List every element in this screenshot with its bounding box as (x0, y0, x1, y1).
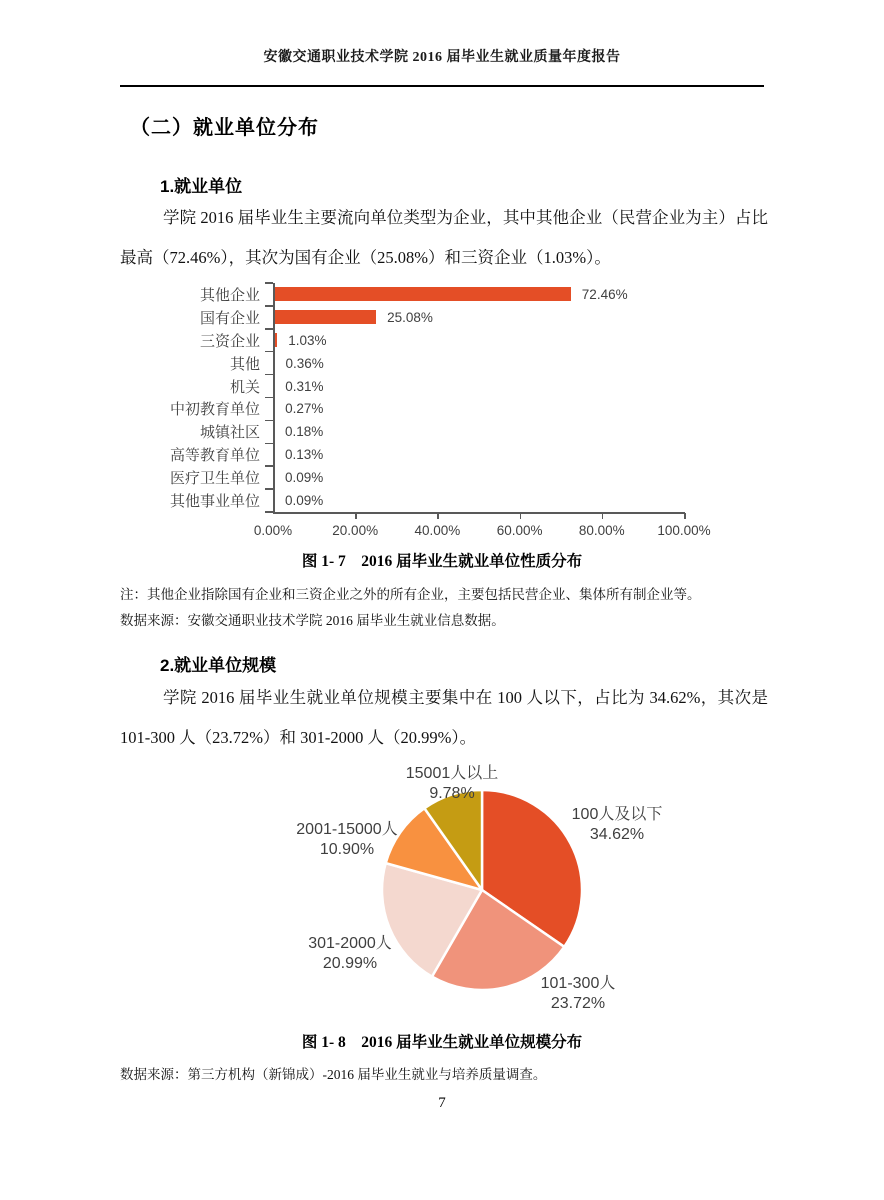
bar-category-label: 城镇社区 (199, 424, 260, 442)
y-axis-tick (265, 420, 273, 422)
bar-category-label: 医疗卫生单位 (169, 470, 260, 488)
bar-row (120, 489, 684, 512)
bar-row (120, 397, 684, 420)
x-axis-tick-label: 20.00% (332, 523, 379, 538)
bar-track (273, 424, 684, 439)
subsection-1-paragraph: 学院 2016 届毕业生主要流向单位类型为企业，其中其他企业（民营企业为主）占比最高（72.46%），其次为国有企业（25.08%）和三资企业（1.03%）。 (120, 208, 768, 267)
subsection-2-heading: 2.就业单位规模 (160, 656, 277, 675)
pie-label-percent: 10.90% (319, 841, 375, 858)
x-axis-tick-label: 60.00% (496, 523, 543, 538)
page-number: 7 (438, 1095, 446, 1111)
header-rule (120, 85, 764, 87)
bar-value-label: 72.46% (581, 286, 628, 302)
y-axis-tick (265, 488, 273, 490)
pie-label-301-2000 (265, 934, 435, 974)
y-axis-tick (265, 443, 273, 445)
x-axis-tick-label: 40.00% (414, 523, 461, 538)
bar-track (273, 379, 684, 394)
y-axis-tick (265, 282, 273, 284)
bar-segment (273, 287, 571, 301)
y-axis-tick (265, 465, 273, 467)
subsection-1-heading: 1.就业单位 (160, 177, 243, 196)
bar-track (273, 356, 684, 371)
bar-value-label: 0.31% (285, 378, 324, 394)
bar-value-label: 0.36% (285, 355, 324, 371)
bar-row (120, 443, 684, 466)
bar-value-label: 0.13% (285, 447, 324, 463)
section-heading: （二）就业单位分布 (130, 117, 319, 139)
bar-chart (120, 283, 780, 545)
x-axis-tick (602, 513, 604, 519)
bar-value-label: 0.09% (285, 470, 324, 486)
bar-chart-rows (120, 283, 684, 512)
bar-row (120, 420, 684, 443)
report-header-title: 安徽交通职业技术学院 2016 届毕业生就业质量年度报告 (263, 50, 621, 65)
pie-label-100-and-below (532, 805, 702, 845)
figure-1-8-source: 数据来源：第三方机构（新锦成）-2016 届毕业生就业与培养质量调查。 (120, 1067, 547, 1082)
y-axis-tick (265, 374, 273, 376)
pie-label-101-300 (493, 974, 663, 1014)
pie-label-percent: 34.62% (589, 826, 645, 843)
pie-label-category: 15001人以上 (405, 765, 499, 782)
bar-category-label: 其他企业 (199, 286, 260, 304)
bar-value-label: 1.03% (288, 332, 327, 348)
x-axis-tick-label: 80.00% (578, 523, 625, 538)
pie-chart (262, 762, 722, 1022)
bar-row (120, 352, 684, 375)
bar-category-label: 机关 (229, 378, 260, 396)
bar-value-label: 25.08% (387, 309, 433, 325)
bar-track (273, 310, 684, 325)
bar-row (120, 466, 684, 489)
pie-label-category: 100人及以下 (571, 806, 663, 823)
bar-track (273, 401, 684, 416)
y-axis-tick (265, 351, 273, 353)
bar-category-label: 国有企业 (199, 309, 260, 327)
bar-row (120, 375, 684, 398)
bar-track (273, 287, 684, 302)
pie-label-percent: 20.99% (322, 955, 378, 972)
bar-chart-y-axis (273, 283, 275, 512)
bar-track (273, 493, 684, 508)
bar-value-label: 0.27% (285, 401, 324, 417)
y-axis-tick (265, 328, 273, 330)
bar-chart-x-axis (273, 512, 685, 514)
pie-label-2001-15000 (262, 820, 432, 860)
y-axis-tick (265, 305, 273, 307)
y-axis-tick (265, 397, 273, 399)
pie-label-percent: 23.72% (550, 995, 606, 1012)
bar-segment (273, 310, 376, 324)
pie-label-percent: 9.78% (429, 785, 475, 802)
pie-label-category: 2001-15000人 (296, 821, 398, 838)
x-axis-tick-label: 0.00% (253, 523, 293, 538)
x-axis-tick (437, 513, 439, 519)
bar-row (120, 283, 684, 306)
subsection-2-paragraph: 学院 2016 届毕业生就业单位规模主要集中在 100 人以下，占比为 34.62%，其次是 101-300 人（23.72%）和 301-2000 人（20.99%）。 (120, 688, 768, 747)
x-axis-tick (684, 513, 686, 519)
bar-row (120, 329, 684, 352)
bar-category-label: 中初教育单位 (169, 401, 260, 419)
bar-value-label: 0.09% (285, 492, 324, 508)
figure-1-7-caption: 图 1- 7 2016 届毕业生就业单位性质分布 (301, 553, 583, 570)
figure-1-8-caption: 图 1- 8 2016 届毕业生就业单位规模分布 (301, 1034, 583, 1051)
figure-1-7-note: 注：其他企业指除国有企业和三资企业之外的所有企业，主要包括民营企业、集体所有制企业等。 (120, 587, 701, 602)
bar-category-label: 其他 (229, 355, 260, 373)
bar-row (120, 306, 684, 329)
pie-label-15001-above (367, 764, 537, 804)
x-axis-tick-label: 100.00% (657, 523, 711, 538)
bar-track (273, 470, 684, 485)
bar-category-label: 其他事业单位 (169, 492, 260, 510)
bar-value-label: 0.18% (285, 424, 324, 440)
figure-1-7-source: 数据来源：安徽交通职业技术学院 2016 届毕业生就业信息数据。 (120, 613, 505, 628)
x-axis-tick (520, 513, 522, 519)
pie-label-category: 301-2000人 (308, 935, 392, 952)
bar-track (273, 333, 684, 348)
bar-category-label: 三资企业 (199, 332, 260, 350)
y-axis-tick (265, 511, 273, 513)
x-axis-tick (355, 513, 357, 519)
bar-track (273, 447, 684, 462)
pie-label-category: 101-300人 (540, 975, 616, 992)
bar-category-label: 高等教育单位 (169, 447, 260, 465)
